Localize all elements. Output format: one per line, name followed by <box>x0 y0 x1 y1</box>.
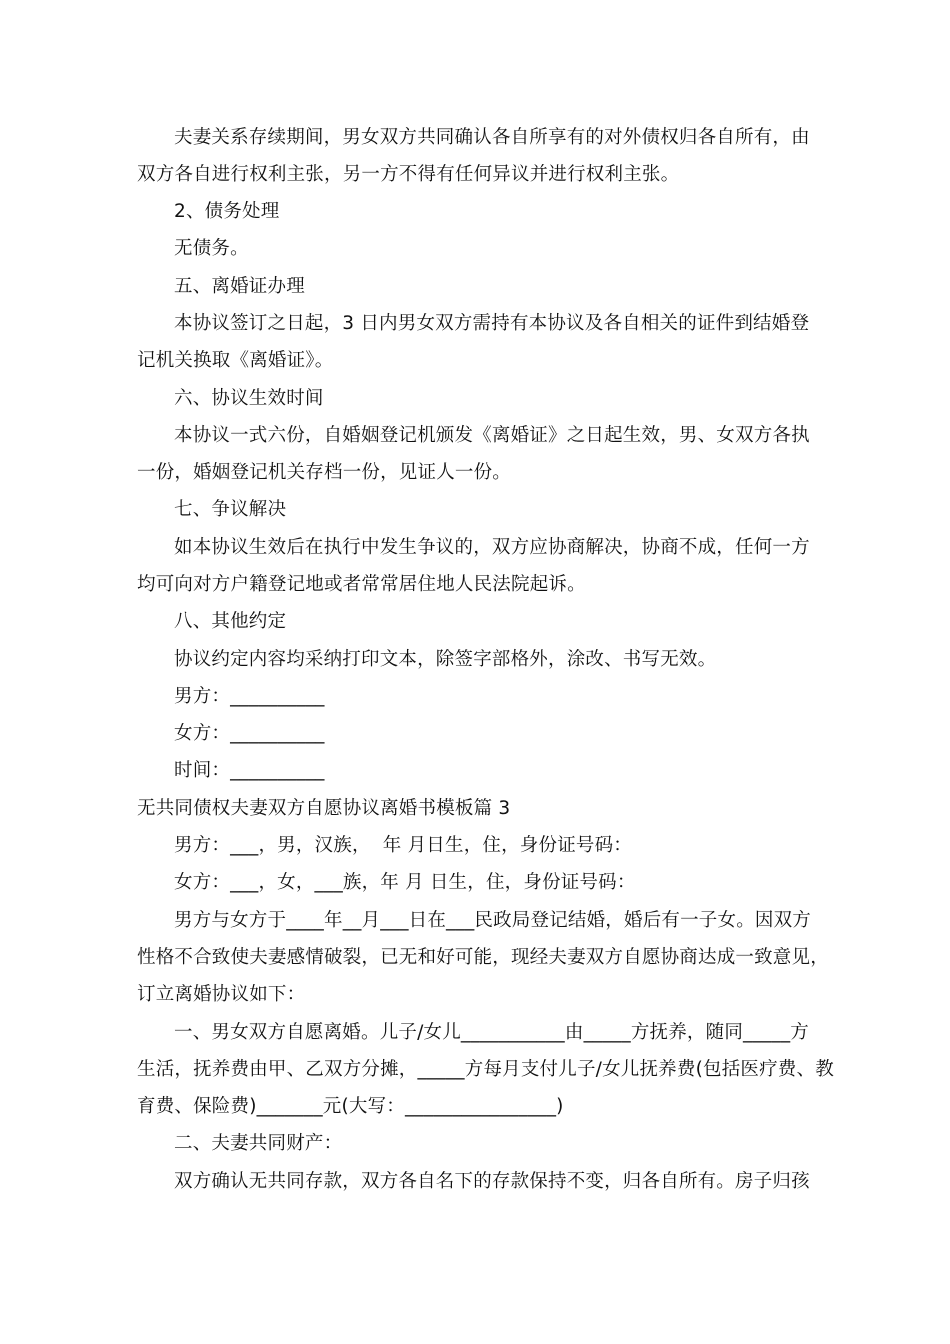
section-heading: 2、债务处理 <box>174 201 280 222</box>
paragraph-line: 协议约定内容均采纳打印文本，除签字部格外，涂改、书写无效。 <box>174 649 717 670</box>
paragraph-line: 均可向对方户籍登记地或者常常居住地人民法院起诉。 <box>137 574 586 595</box>
paragraph-line: 本协议签订之日起，3 日内男女双方需持有本协议及各自相关的证件到结婚登 <box>174 313 810 334</box>
section-heading: 七、争议解决 <box>174 499 287 520</box>
section-heading: 八、其他约定 <box>174 611 287 632</box>
paragraph-line: 男方与女方于____年__月___日在___民政局登记结婚，婚后有一子女。因双方 <box>174 910 812 931</box>
paragraph-line: 记机关换取《离婚证》。 <box>137 350 334 371</box>
paragraph-line: 一、男女双方自愿离婚。儿子/女儿___________由_____方抚养，随同_____方 <box>174 1022 809 1043</box>
signature-line-female: 女方：__________ <box>174 723 325 744</box>
paragraph-line: 性格不合致使夫妻感情破裂，已无和好可能，现经夫妻双方自愿协商达成一致意见， <box>137 947 829 968</box>
party-info-line: 女方：___，女，___族，年 月 日生，住，身份证号码： <box>174 872 636 893</box>
template-title: 无共同债权夫妻双方自愿协议离婚书模板篇 3 <box>137 798 511 819</box>
paragraph-line: 生活，抚养费由甲、乙双方分摊，_____方每月支付儿子/女儿抚养费(包括医疗费、教 <box>137 1059 834 1080</box>
section-heading: 五、离婚证办理 <box>174 276 305 297</box>
paragraph-line: 一份，婚姻登记机关存档一份，见证人一份。 <box>137 462 512 483</box>
paragraph-line: 夫妻关系存续期间，男女双方共同确认各自所享有的对外债权归各自所有，由 <box>174 127 810 148</box>
paragraph-line: 如本协议生效后在执行中发生争议的，双方应协商解决，协商不成，任何一方 <box>174 537 810 558</box>
paragraph-line: 订立离婚协议如下： <box>137 984 306 1005</box>
paragraph-line: 无债务。 <box>174 238 249 259</box>
section-heading: 二、夫妻共同财产： <box>174 1133 343 1154</box>
signature-line-date: 时间：__________ <box>174 760 325 781</box>
signature-line-male: 男方：__________ <box>174 686 325 707</box>
paragraph-line: 双方确认无共同存款，双方各自名下的存款保持不变，归各自所有。房子归孩 <box>174 1171 810 1192</box>
paragraph-line: 本协议一式六份，自婚姻登记机颁发《离婚证》之日起生效，男、女双方各执 <box>174 425 810 446</box>
paragraph-line: 双方各自进行权利主张，另一方不得有任何异议并进行权利主张。 <box>137 164 680 185</box>
paragraph-line: 育费、保险费)_______元(大写：________________) <box>137 1096 564 1117</box>
party-info-line: 男方：___，男，汉族， 年 月日生，住，身份证号码： <box>174 835 632 856</box>
section-heading: 六、协议生效时间 <box>174 388 324 409</box>
